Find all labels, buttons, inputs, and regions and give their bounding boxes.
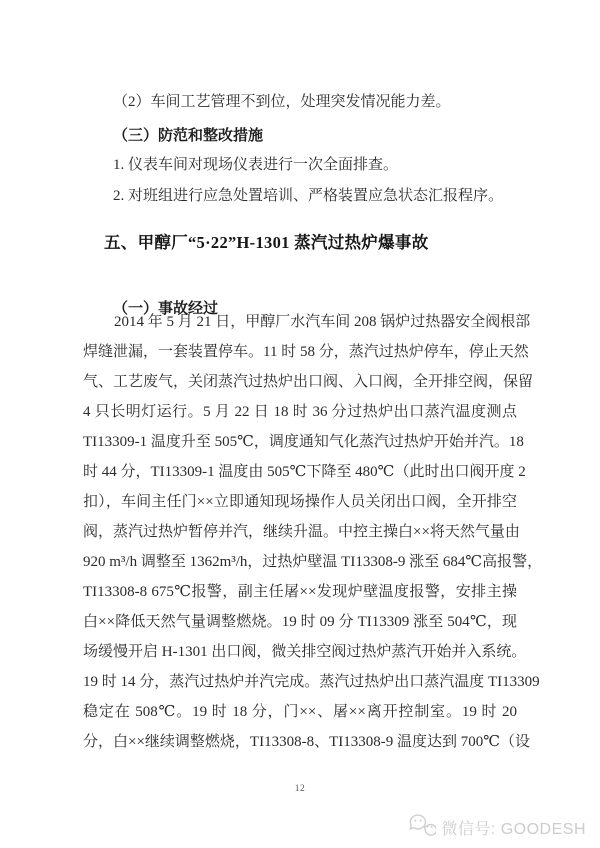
measures-heading: （三）防范和整改措施 [113,128,264,144]
wechat-icon [409,813,436,841]
paragraph-line: 气、工艺废气，关闭蒸汽过热炉出口阀、入口阀，全开排空阀，保留 [83,374,534,390]
paragraph-line: 4 只长明灯运行。5 月 22 日 18 时 36 分过热炉出口蒸汽温度测点 [83,404,517,420]
paragraph-line: 时 44 分，TI13309-1 温度由 505℃下降至 480℃（此时出口阀开度 2 [83,464,526,480]
incident-paragraph [83,307,543,757]
paragraph-line: TI13309-1 温度升至 505℃，调度通知气化蒸汽过热炉开始并汽。18 [83,434,524,450]
measure-item-2: 2. 对班组进行应急处置培训、严格装置应急状态汇报程序。 [113,188,504,204]
paragraph-line: TI13308-8 675℃报警，副主任屠××发现炉壁温度报警，安排主操 [83,584,517,600]
watermark-label: 微信号: GOODESH [441,820,586,838]
page-number: 12 [294,784,306,794]
paragraph-line: 19 时 14 分，蒸汽过热炉并汽完成。蒸汽过热炉出口蒸汽温度 TI13309 [83,674,540,690]
paragraph-line: 稳定在 508℃。19 时 18 分，门××、屠××离开控制室。19 时 20 [83,704,517,720]
paragraph-line: 场缓慢开启 H-1301 出口阀，微关排空阀过热炉蒸汽开始并入系统。 [83,644,527,660]
paragraph-line: 2014 年 5 月 21 日，甲醇厂水汽车间 208 锅炉过热器安全阀根部 [114,314,531,330]
measure-item-1: 1. 仪表车间对现场仪表进行一次全面排查。 [113,157,399,173]
paragraph-line: 焊缝泄漏，一套装置停车。11 时 58 分，蒸汽过热炉停车，停止天然 [83,344,529,360]
wechat-watermark [409,813,586,841]
subsection-heading: （一）事故经过 [113,301,219,317]
paragraph-line: 阀，蒸汽过热炉暂停并汽，继续升温。中控主操白××将天然气量由 [83,524,520,540]
section-title: 五、甲醇厂“5·22”H-1301 蒸汽过热炉爆事故 [104,233,429,252]
cause-item-2: （2）车间工艺管理不到位，处理突发情况能力差。 [113,94,451,110]
paragraph-line: 920 m³/h 调整至 1362m³/h，过热炉壁温 TI13308-9 涨至 684℃高报警， [83,554,543,570]
paragraph-line: 白××降低天然气量调整燃烧。19 时 09 分 TI13309 涨至 504℃，现 [83,614,517,630]
paragraph-line: 分，白××继续调整燃烧，TI13308-8、TI13308-9 温度达到 700℃（设 [83,734,531,750]
paragraph-line: 扣），车间主任门××立即通知现场操作人员关闭出口阀，全开排空 [83,494,517,510]
